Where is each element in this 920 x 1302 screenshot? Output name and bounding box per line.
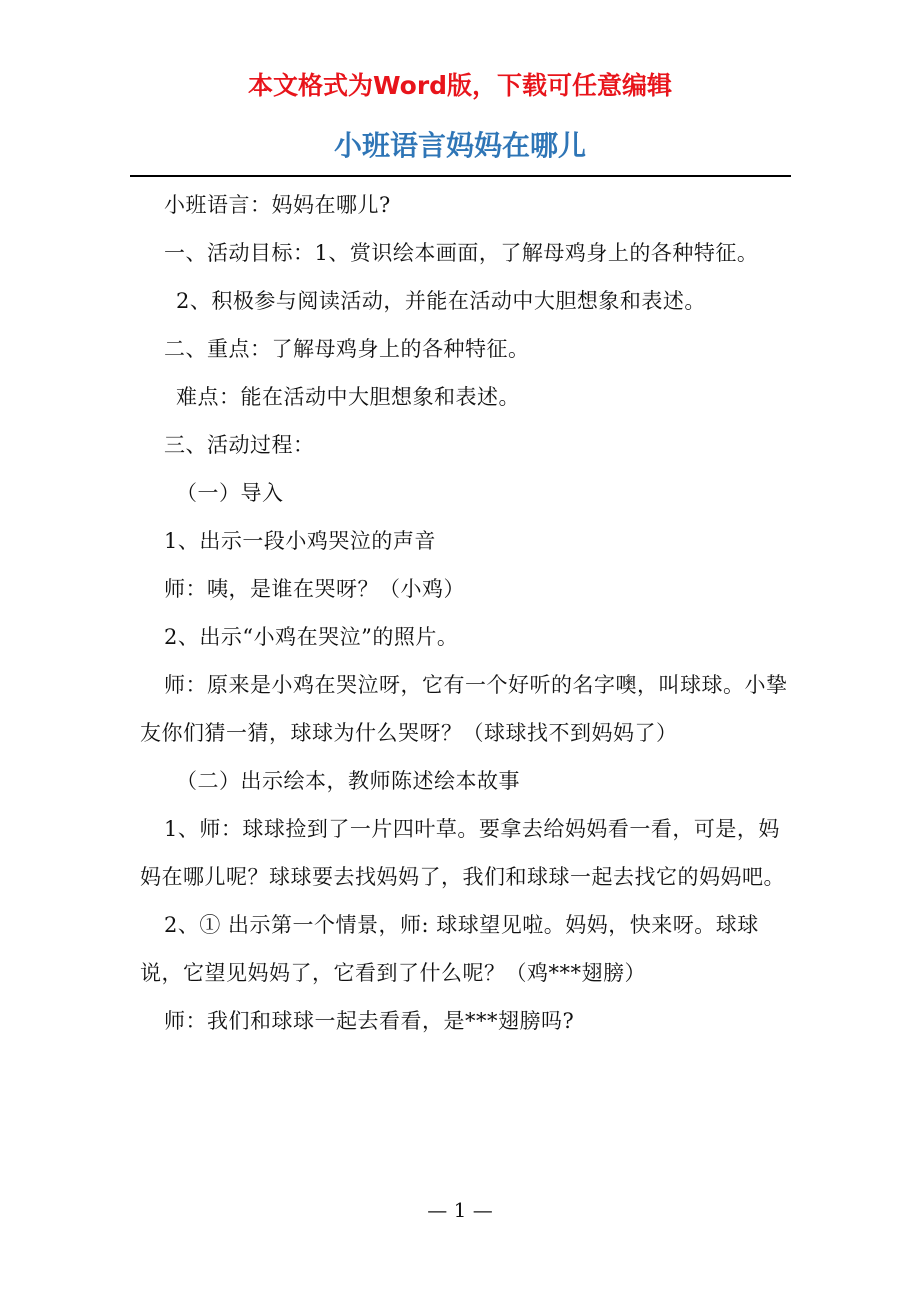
- format-notice-banner: 本文格式为Word版，下载可任意编辑: [247, 71, 673, 100]
- paragraph-subject: 小班语言：妈妈在哪儿?: [164, 193, 391, 217]
- paragraph-teacher-question: 师：咦，是谁在哭呀？（小鸡）: [164, 577, 465, 601]
- title-divider: [130, 175, 791, 177]
- paragraph-difficulty: 难点：能在活动中大胆想象和表述。: [176, 385, 520, 409]
- paragraph-key-point: 二、重点：了解母鸡身上的各种特征。: [164, 337, 530, 361]
- document-title: 小班语言妈妈在哪儿: [333, 129, 586, 162]
- document-body: [140, 181, 788, 1045]
- paragraph-story-heading: （二）出示绘本，教师陈述绘本故事: [176, 769, 520, 793]
- paragraph-teacher-explain: 师：原来是小鸡在哭泣呀，它有一个好听的名字噢，叫球球。小挚友你们猜一猜，球球为什么哭呀？（球球找不到妈妈了）: [140, 673, 788, 745]
- paragraph-story-step-1: 1、师：球球捡到了一片四叶草。要拿去给妈妈看一看，可是，妈妈在哪儿呢？球球要去找妈妈了，我们和球球一起去找它的妈妈吧。: [140, 817, 785, 889]
- paragraph-process-heading: 三、活动过程：: [164, 433, 315, 457]
- paragraph-goal-2: 2、积极参与阅读活动，并能在活动中大胆想象和表述。: [176, 289, 706, 313]
- page-number: — 1 —: [427, 1198, 493, 1222]
- paragraph-step-2: 2、出示“小鸡在哭泣”的照片。: [164, 625, 459, 649]
- paragraph-story-step-2: 2、① 出示第一个情景，师: 球球望见啦。妈妈，快来呀。球球说，它望见妈妈了，它看到了什么呢？（鸡***翅膀）: [140, 913, 759, 985]
- paragraph-intro-heading: （一）导入: [176, 481, 284, 505]
- paragraph-teacher-look: 师：我们和球球一起去看看，是***翅膀吗?: [164, 1009, 575, 1033]
- paragraph-goals: 一、活动目标：1、赏识绘本画面，了解母鸡身上的各种特征。: [164, 241, 759, 265]
- paragraph-step-1: 1、出示一段小鸡哭泣的声音: [164, 529, 436, 553]
